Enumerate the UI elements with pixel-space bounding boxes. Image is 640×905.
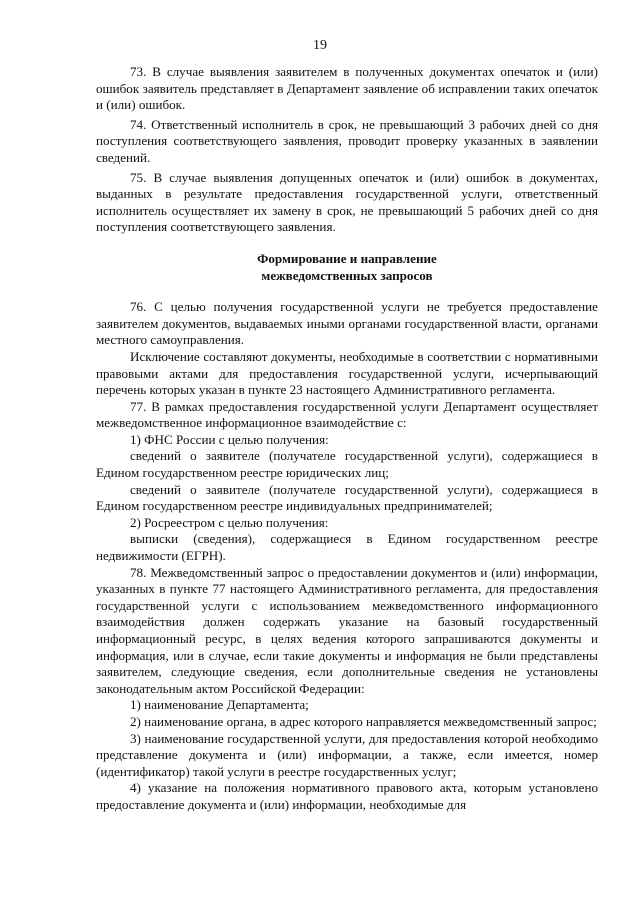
section-heading-line-1: Формирование и направление bbox=[257, 250, 437, 266]
paragraph-78: 78. Межведомственный запрос о предоставлении документов и (или) информации, указанных в пункте 77 настоящего Административного регламента, для предоставления государственной услуги с использованием межведомственного информационного взаимодействия должен содержать указание на базовый государственный информационный ресурс, в целях ведения которого запрашиваются документы и информация, или в случае, если такие документы и информация не были представлены заявителем, следующие сведения, если дополнительные сведения не установлены законодательным актом Российской Федерации: bbox=[96, 564, 598, 696]
paragraph-75: 75. В случае выявления допущенных опечаток и (или) ошибок в документах, выданных в результате предоставления государственной услуги, ответственный исполнитель осуществляет их замену в срок, не превышающий 5 рабочих дней со дня поступления соответствующего заявления. bbox=[96, 169, 598, 235]
list-item-4: 4) указание на положения нормативного правового акта, которым установлено предоставление документа и (или) информации, необходимые для bbox=[96, 780, 598, 812]
paragraph-74: 74. Ответственный исполнитель в срок, не превышающий 3 рабочих дней со дня поступления соответствующего заявления, проводит проверку указанных в заявлении сведений. bbox=[96, 116, 598, 165]
paragraph-77: 77. В рамках предоставления государственной услуги Департамент осуществляет межведомственное информационное взаимодействие с: bbox=[96, 398, 598, 431]
section-heading bbox=[96, 251, 598, 284]
list-item-3: 3) наименование государственной услуги, для предоставления которой необходимо представление документа и (или) информации, а также, если имеется, номер (идентификатор) такой услуги в реестре государственных услуг; bbox=[96, 730, 598, 779]
document-body bbox=[96, 64, 598, 814]
list-item-rosreestr-egrn: выписки (сведения), содержащиеся в Едином государственном реестре недвижимости (ЕГРН). bbox=[96, 531, 598, 564]
paragraph-76-exception: Исключение составляют документы, необходимые в соответствии с нормативными правовыми актами для предоставления государственной услуги, исчерпывающий перечень которых указан в пункте 23 настоящего Административного регламента. bbox=[96, 348, 598, 398]
paragraph-73: 73. В случае выявления заявителем в полученных документах опечаток и (или) ошибок заявитель представляет в Департамент заявление об исправлении таких опечаток и (или) ошибок. bbox=[96, 64, 598, 113]
list-item-fns-egrul: сведений о заявителе (получателе государственной услуги), содержащиеся в Едином государственном реестре юридических лиц; bbox=[96, 448, 598, 481]
paragraph-76: 76. С целью получения государственной услуги не требуется предоставление заявителем документов, выдаваемых иными органами государственной власти, органами местного самоуправления. bbox=[96, 299, 598, 348]
list-item-fns: 1) ФНС России с целью получения: bbox=[130, 431, 329, 447]
list-item-fns-egrip: сведений о заявителе (получателе государственной услуги), содержащиеся в Едином государственном реестре индивидуальных предпринимателей; bbox=[96, 481, 598, 514]
list-item-rosreestr: 2) Росреестром с целью получения: bbox=[130, 514, 329, 530]
section-heading-line-2: межведомственных запросов bbox=[261, 267, 433, 283]
list-item-1: 1) наименование Департамента; bbox=[130, 697, 309, 713]
list-item-2: 2) наименование органа, в адрес которого направляется межведомственный запрос; bbox=[130, 713, 597, 729]
page-number: 19 bbox=[313, 38, 327, 53]
